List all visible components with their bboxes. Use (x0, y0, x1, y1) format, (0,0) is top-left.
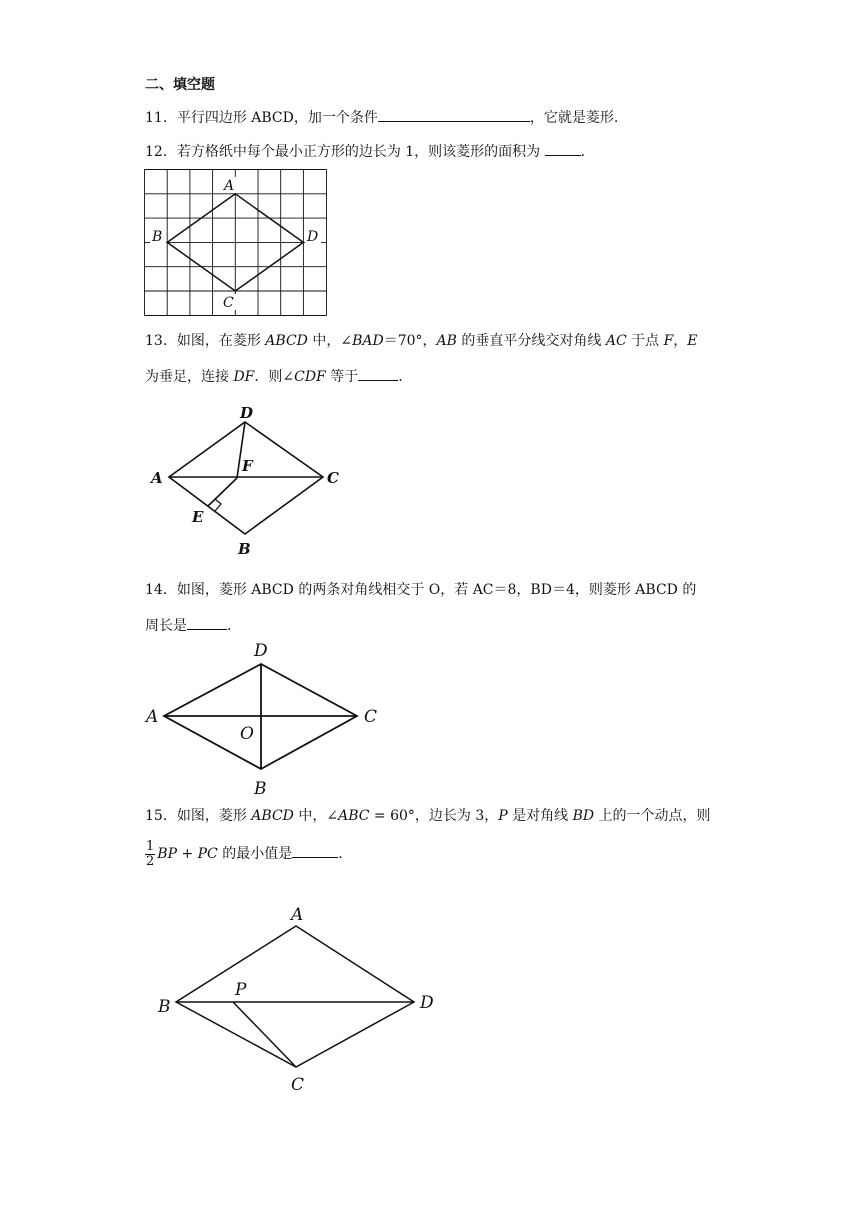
question-text: . (227, 618, 232, 634)
fraction-numerator: 1 (146, 838, 155, 854)
math-text: ABC (338, 808, 370, 824)
math-text: ABCD (251, 808, 294, 824)
point-label-e: E (192, 508, 204, 526)
question-text: 中，∠ (293, 808, 339, 824)
figure-q13-rhombus (140, 398, 360, 562)
point-label-c: C (223, 295, 234, 311)
answer-blank[interactable] (358, 366, 398, 381)
fraction-denominator: 2 (146, 853, 155, 869)
question-text: ， (673, 333, 688, 349)
question-text: 的垂直平分线交对角线 (456, 333, 606, 349)
question-text: ，它就是菱形. (529, 110, 619, 126)
question-text: 平行四边形 ABCD，加一个条件 (176, 110, 378, 126)
question-text: 为垂足，连接 (145, 369, 234, 385)
math-text: P (498, 808, 508, 824)
answer-blank[interactable] (545, 141, 581, 156)
math-text: F (663, 333, 674, 349)
question-text: ．则∠ (254, 369, 295, 385)
answer-blank[interactable] (292, 839, 338, 858)
question-text: 等于 (325, 369, 359, 385)
question-number: 13． (145, 333, 177, 349)
question-text: ＝70°， (383, 333, 437, 349)
question-number: 11． (145, 110, 177, 126)
point-label-d: D (254, 641, 268, 661)
question-15-line-1 (145, 806, 711, 826)
question-13-line-1 (145, 331, 698, 351)
point-label-o: O (240, 724, 254, 744)
figure-q12-grid-rhombus (144, 169, 330, 319)
math-text: AC (605, 333, 627, 349)
question-text: 如图，菱形 ABCD 的两条对角线相交于 O，若 AC＝8，BD＝4，则菱形 ABCD 的 (176, 582, 697, 598)
question-15-line-2 (145, 836, 343, 872)
math-text: DF (233, 369, 255, 385)
point-label-b: B (152, 229, 163, 245)
right-angle-mark (215, 499, 221, 511)
figure-q15-rhombus (150, 898, 450, 1098)
point-label-a: A (146, 707, 159, 727)
question-text: . (398, 369, 403, 385)
point-label-a: A (224, 178, 235, 194)
question-text: 周长是 (145, 618, 187, 634)
question-number: 14． (145, 582, 177, 598)
question-text: 如图，在菱形 (176, 333, 266, 349)
question-number: 15． (145, 808, 177, 824)
math-text: CDF (294, 369, 326, 385)
answer-blank[interactable] (378, 107, 530, 122)
math-text: E (687, 333, 698, 349)
question-14-line-1 (145, 580, 696, 600)
question-text: 如图，菱形 (176, 808, 252, 824)
question-14-line-2 (145, 615, 231, 636)
question-text: 中，∠ (307, 333, 353, 349)
section-title: 二、填空题 (145, 77, 215, 93)
math-text: AB (436, 333, 457, 349)
question-text: 若方格纸中每个最小正方形的边长为 1，则该菱形的面积为 (176, 144, 545, 160)
point-label-a: A (151, 469, 163, 487)
question-text: = 60°，边长为 3， (369, 808, 499, 824)
point-label-f: F (242, 457, 253, 475)
question-text: . (338, 846, 343, 862)
question-text: 于点 (626, 333, 664, 349)
question-13-line-2 (145, 366, 403, 387)
question-text: 的最小值是 (217, 846, 293, 862)
answer-blank[interactable] (187, 615, 227, 630)
math-text: BD (572, 808, 595, 824)
question-11 (145, 107, 618, 128)
math-text: BP (157, 846, 177, 862)
point-label-b: B (238, 540, 251, 558)
point-label-d: D (240, 404, 254, 422)
point-label-a: A (291, 905, 304, 925)
point-label-d: D (307, 229, 319, 245)
point-label-c: C (327, 469, 339, 487)
question-text: . (580, 144, 586, 160)
segment-fe (208, 478, 237, 506)
math-text: ABCD (265, 333, 308, 349)
rhombus (176, 926, 414, 1067)
math-text: BAD (352, 333, 384, 349)
question-text: 上的一个动点，则 (594, 808, 711, 824)
question-12 (145, 141, 585, 162)
point-label-b: B (254, 779, 267, 799)
figure-q14-rhombus (140, 638, 390, 800)
fraction-one-half (145, 840, 155, 869)
point-label-d: D (420, 993, 434, 1013)
segment-pc (233, 1002, 296, 1067)
point-label-b: B (158, 997, 171, 1017)
math-text: + (177, 846, 198, 862)
math-text: PC (197, 846, 218, 862)
point-label-c: C (364, 707, 378, 727)
point-label-p: P (235, 980, 247, 1000)
question-number: 12． (145, 144, 177, 160)
question-text: 是对角线 (507, 808, 573, 824)
point-label-c: C (291, 1075, 305, 1095)
